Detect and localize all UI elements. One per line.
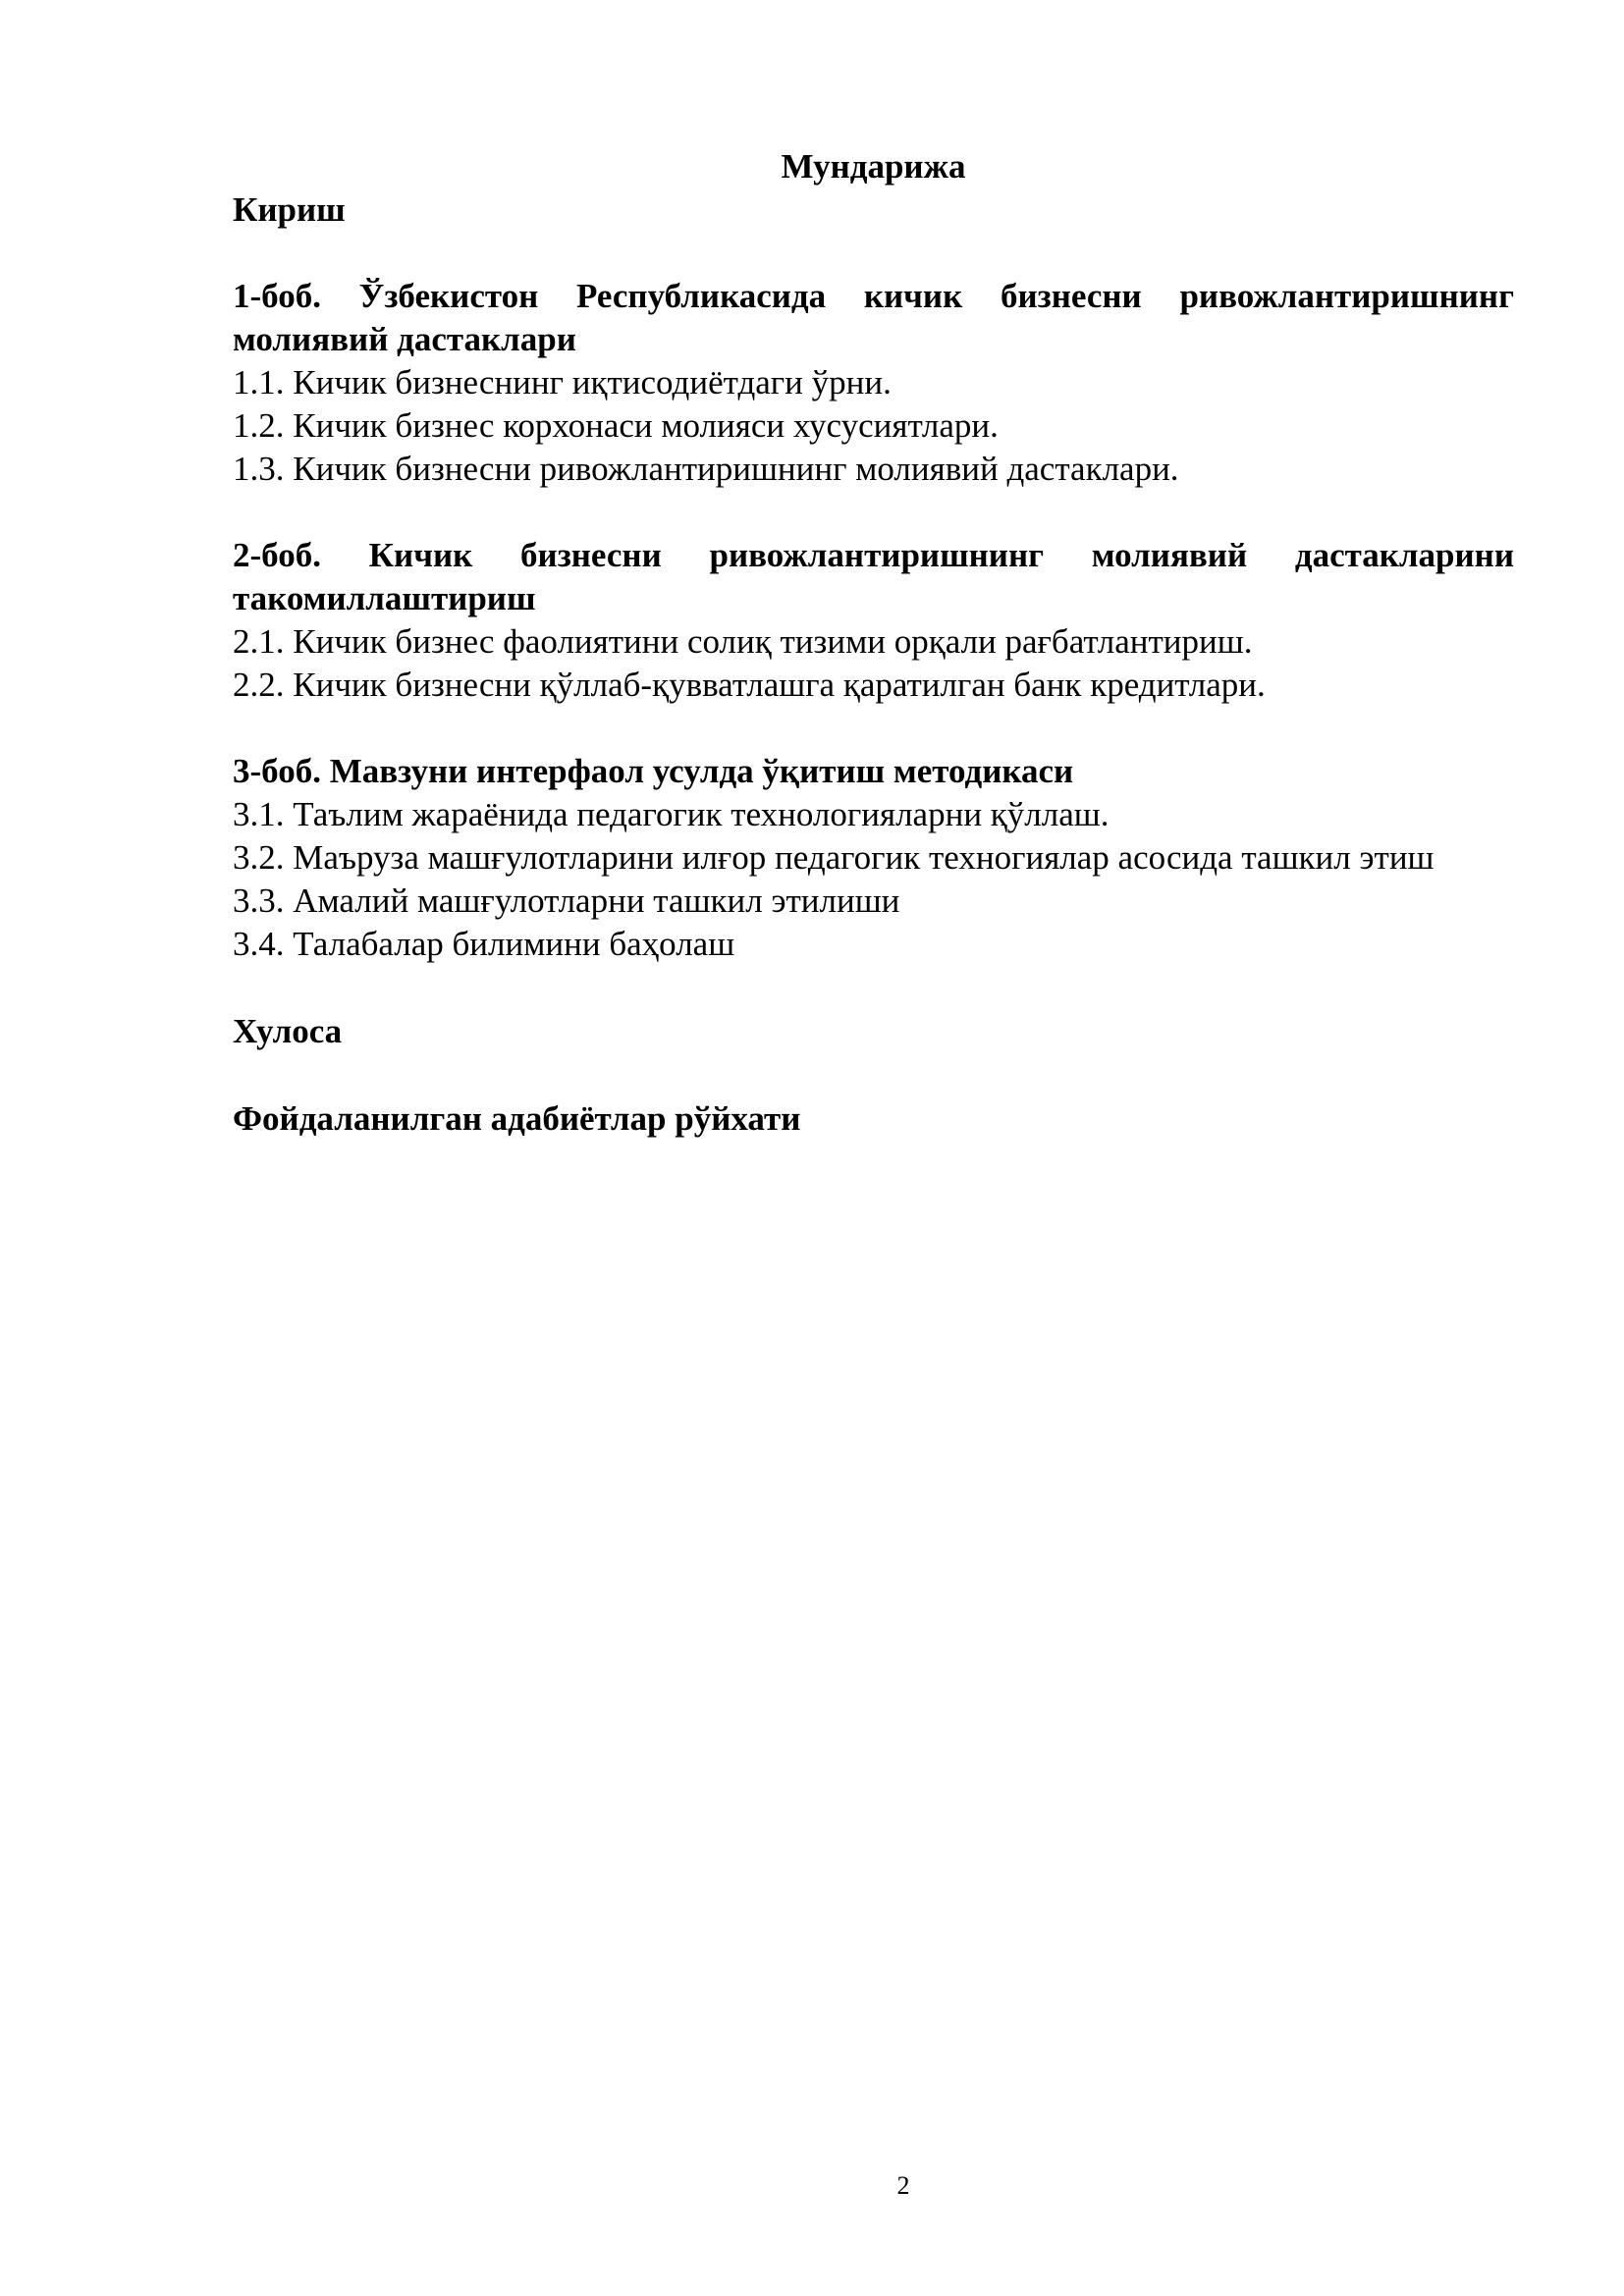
table-of-contents	[233, 145, 1514, 1141]
toc-conclusion: Хулоса	[233, 1012, 343, 1050]
section-3-3: 3.3. Амалий машғулотларни ташкил этилиши	[233, 881, 900, 920]
section-3-1: 3.1. Таълим жараёнида педагогик технологияларни қўллаш.	[233, 795, 1110, 833]
chapter-2-title: 2-боб. Кичик бизнесни ривожлантиришнинг молиявий дастакларини такомиллаштириш	[233, 536, 1514, 617]
section-1-2: 1.2. Кичик бизнес корхонаси молияси хусусиятлари.	[233, 406, 999, 445]
section-3-4: 3.4. Талабалар билимини баҳолаш	[233, 925, 735, 963]
toc-intro: Кириш	[233, 190, 346, 229]
chapter-1-title: 1-боб. Ўзбекистон Республикасида кичик бизнесни ривожлантиришнинг молиявий дастаклари	[233, 277, 1514, 358]
chapter-3-title: 3-боб. Мавзуни интерфаол усулда ўқитиш методикаси	[233, 752, 1074, 790]
toc-title: Мундарижа	[781, 147, 966, 186]
section-1-1: 1.1. Кичик бизнеснинг иқтисодиётдаги ўрни.	[233, 363, 892, 401]
section-1-3: 1.3. Кичик бизнесни ривожлантиришнинг молиявий дастаклари.	[233, 450, 1179, 488]
section-2-2: 2.2. Кичик бизнесни қўллаб-қувватлашга қаратилган банк кредитлари.	[233, 666, 1266, 704]
section-3-2: 3.2. Маъруза машғулотларини илғор педагогик техногиялар асосида ташкил этиш	[233, 838, 1435, 877]
section-2-1: 2.1. Кичик бизнес фаолиятини солиқ тизими орқали рағбатлантириш.	[233, 622, 1253, 661]
toc-references: Фойдаланилган адабиётлар рўйхати	[233, 1099, 801, 1138]
page-number: 2	[896, 2171, 910, 2200]
